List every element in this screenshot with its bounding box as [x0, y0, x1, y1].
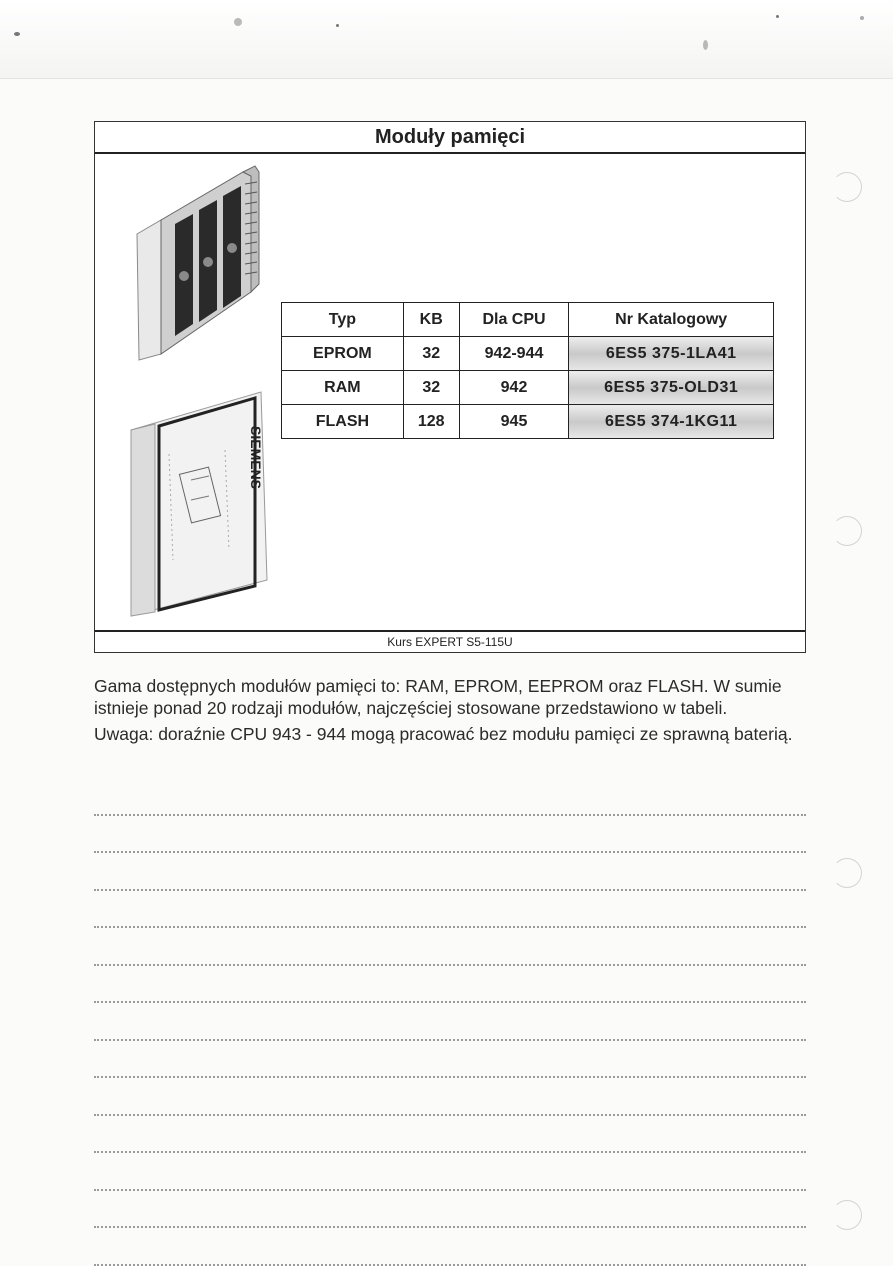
note-paragraph: Uwaga: doraźnie CPU 943 - 944 mogą pracować bez modułu pamięci ze sprawną baterią. — [94, 724, 793, 744]
cell-type: EPROM — [282, 337, 404, 371]
table-row — [282, 371, 774, 405]
dotted-line — [94, 816, 806, 854]
dotted-line — [94, 1003, 806, 1041]
cell-kb: 32 — [403, 337, 459, 371]
dotted-line — [94, 1116, 806, 1154]
cell-catalog-number: 6ES5 375-OLD31 — [569, 371, 774, 405]
flash-card-image — [125, 390, 275, 620]
table-row — [282, 337, 774, 371]
dotted-line — [94, 853, 806, 891]
description-text — [94, 675, 814, 749]
dotted-line — [94, 1153, 806, 1191]
scan-speck — [860, 16, 864, 20]
header-kb: KB — [403, 303, 459, 337]
header-type: Typ — [282, 303, 404, 337]
dotted-line — [94, 966, 806, 1004]
cell-kb: 128 — [403, 405, 459, 439]
cell-cpu: 942 — [459, 371, 569, 405]
scan-speck — [336, 24, 339, 27]
description-paragraph: Gama dostępnych modułów pamięci to: RAM, EPROM, EEPROM oraz FLASH. W sumie istnieje ponad 20 rodzaji modułów, najczęściej stosowane przedstawiono w tabeli. — [94, 676, 782, 718]
dotted-line — [94, 891, 806, 929]
cell-type: FLASH — [282, 405, 404, 439]
table-header-row — [282, 303, 774, 337]
punch-hole — [832, 172, 862, 202]
eprom-module-image — [131, 164, 261, 364]
scan-top-margin — [0, 0, 893, 79]
punch-hole — [832, 1200, 862, 1230]
cell-catalog-number: 6ES5 374-1KG11 — [569, 405, 774, 439]
note-lines — [94, 778, 806, 1266]
memory-modules-slide — [94, 121, 806, 653]
header-catalog-number: Nr Katalogowy — [569, 303, 774, 337]
cell-kb: 32 — [403, 371, 459, 405]
dotted-line — [94, 1191, 806, 1229]
slide-footer: Kurs EXPERT S5-115U — [95, 630, 805, 652]
punch-hole — [832, 858, 862, 888]
header-cpu: Dla CPU — [459, 303, 569, 337]
dotted-line — [94, 778, 806, 816]
scan-speck — [14, 32, 20, 36]
scan-speck — [234, 18, 242, 26]
cell-type: RAM — [282, 371, 404, 405]
cell-catalog-number: 6ES5 375-1LA41 — [569, 337, 774, 371]
punch-hole — [832, 516, 862, 546]
card-brand-label: SIEMENS — [248, 426, 264, 490]
cell-cpu: 942-944 — [459, 337, 569, 371]
scan-speck — [776, 15, 779, 18]
dotted-line — [94, 1228, 806, 1266]
dotted-line — [94, 1041, 806, 1079]
dotted-line — [94, 928, 806, 966]
table-row — [282, 405, 774, 439]
dotted-line — [94, 1078, 806, 1116]
slide-title: Moduły pamięci — [95, 122, 805, 154]
memory-modules-table — [281, 302, 774, 439]
scan-speck — [703, 40, 708, 50]
cell-cpu: 945 — [459, 405, 569, 439]
